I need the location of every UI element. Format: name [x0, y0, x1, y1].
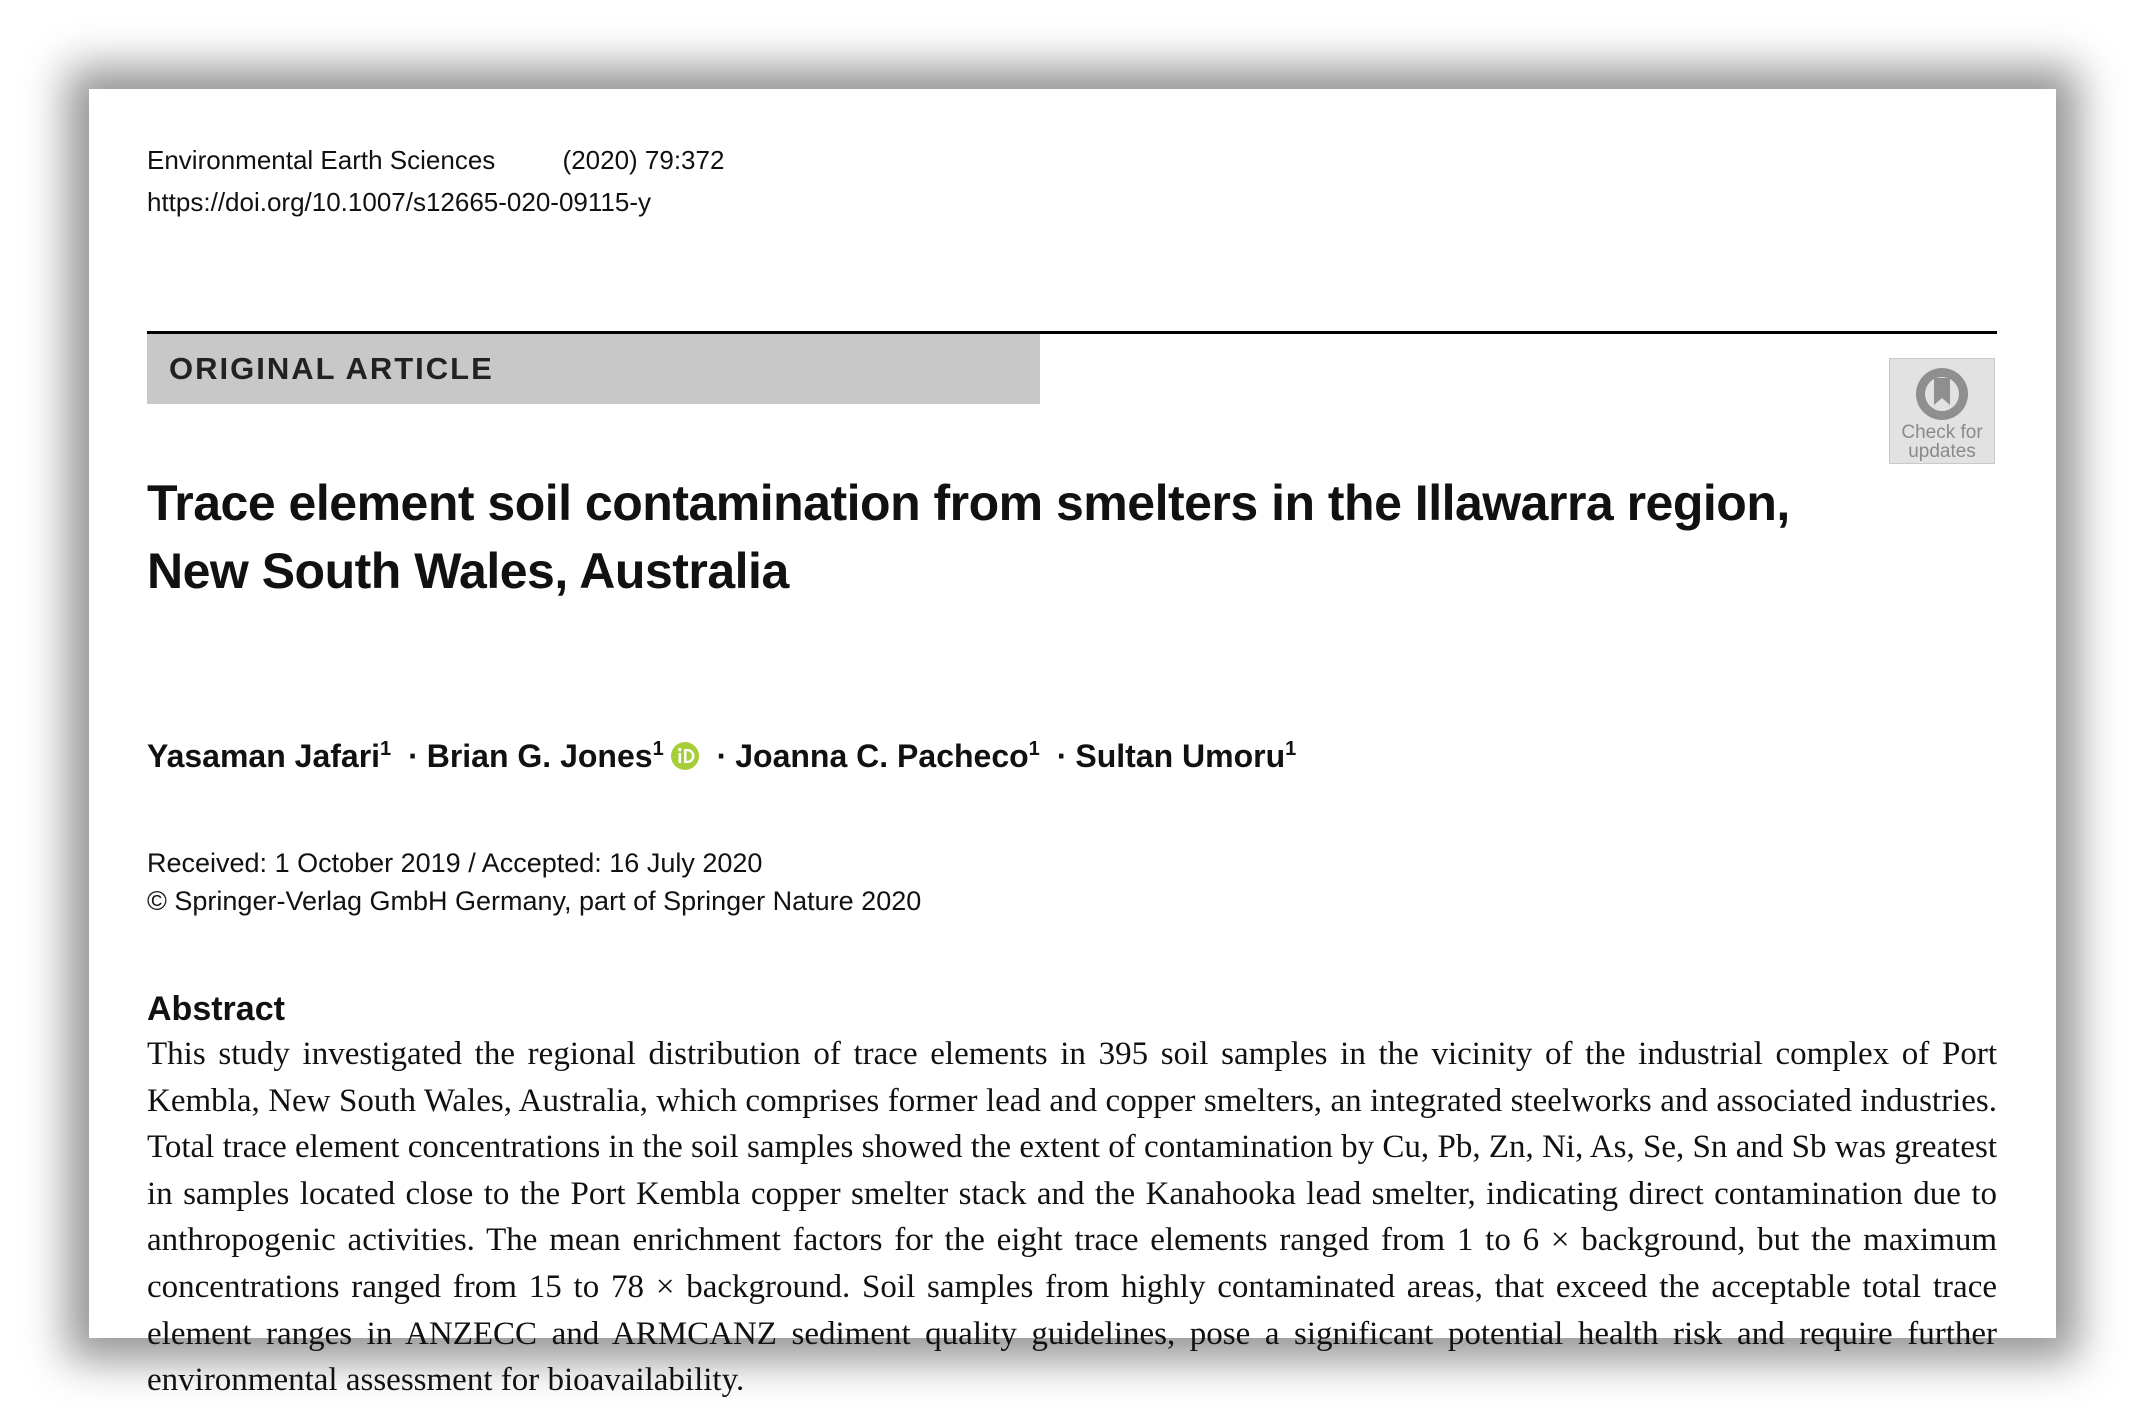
publication-dates: [147, 844, 921, 920]
author-separator: ·: [716, 738, 728, 774]
author-name[interactable]: Brian G. Jones: [426, 738, 653, 774]
paper-page: [89, 89, 2056, 1399]
page-content: [147, 139, 1997, 1399]
article-type-banner: ORIGINAL ARTICLE: [147, 334, 1040, 404]
author-list: [147, 735, 1296, 777]
article-title: Trace element soil contamination from smelters in the Illawarra region, New South Wales, Australia: [147, 475, 1790, 599]
author-separator: ·: [408, 738, 419, 774]
check-updates-icon: [1913, 365, 1971, 423]
check-updates-line1: Check for: [1901, 422, 1983, 443]
author-name[interactable]: Yasaman Jafari: [147, 738, 381, 774]
journal-header: [147, 139, 1997, 181]
author-name[interactable]: Joanna C. Pacheco: [735, 738, 1029, 774]
copyright-notice: © Springer-Verlag GmbH Germany, part of Springer Nature 2020: [147, 886, 922, 916]
check-for-updates-button[interactable]: [1889, 358, 1995, 464]
check-updates-line2: updates: [1908, 441, 1976, 462]
received-accepted-dates: Received: 1 October 2019 / Accepted: 16 July 2020: [147, 848, 763, 878]
journal-name: Environmental Earth Sciences: [147, 145, 496, 175]
abstract-text: This study investigated the regional distribution of trace elements in 395 soil samples in the vicinity of the industrial complex of Port Kembla, New South Wales, Australia, which comprises former lead and copper smelters, an integrated steelworks and associated industries. Total trace element concentrations in the soil samples showed the extent of contamination by Cu, Pb, Zn, Ni, As, Se, Sn and Sb was greatest in samples located close to the Port Kembla copper smelter stack and the Kanahooka lead smelter, indicating direct contamination due to anthropogenic activities. The mean enrichment factors for the eight trace elements ranged from 1 to 6 × background, but the maximum concentrations ranged from 15 to 78 × background. Soil samples from highly contaminated areas, that exceed the acceptable total trace element ranges in ANZECC and ARMCANZ sediment quality guidelines, pose a significant potential health risk and require further environmental assessment for bioavailability.: [147, 1036, 1997, 1399]
journal-volume: (2020) 79:372: [562, 145, 725, 175]
affiliation-mark: 1: [380, 738, 392, 760]
author-separator: ·: [1056, 738, 1068, 774]
affiliation-mark: 1: [1028, 738, 1040, 760]
affiliation-mark: 1: [652, 738, 664, 760]
orcid-icon[interactable]: [670, 741, 700, 771]
affiliation-mark: 1: [1285, 738, 1297, 760]
doi-link[interactable]: https://doi.org/10.1007/s12665-020-09115-y: [147, 187, 651, 217]
abstract-heading: Abstract: [147, 990, 285, 1028]
author-name[interactable]: Sultan Umoru: [1075, 738, 1286, 774]
